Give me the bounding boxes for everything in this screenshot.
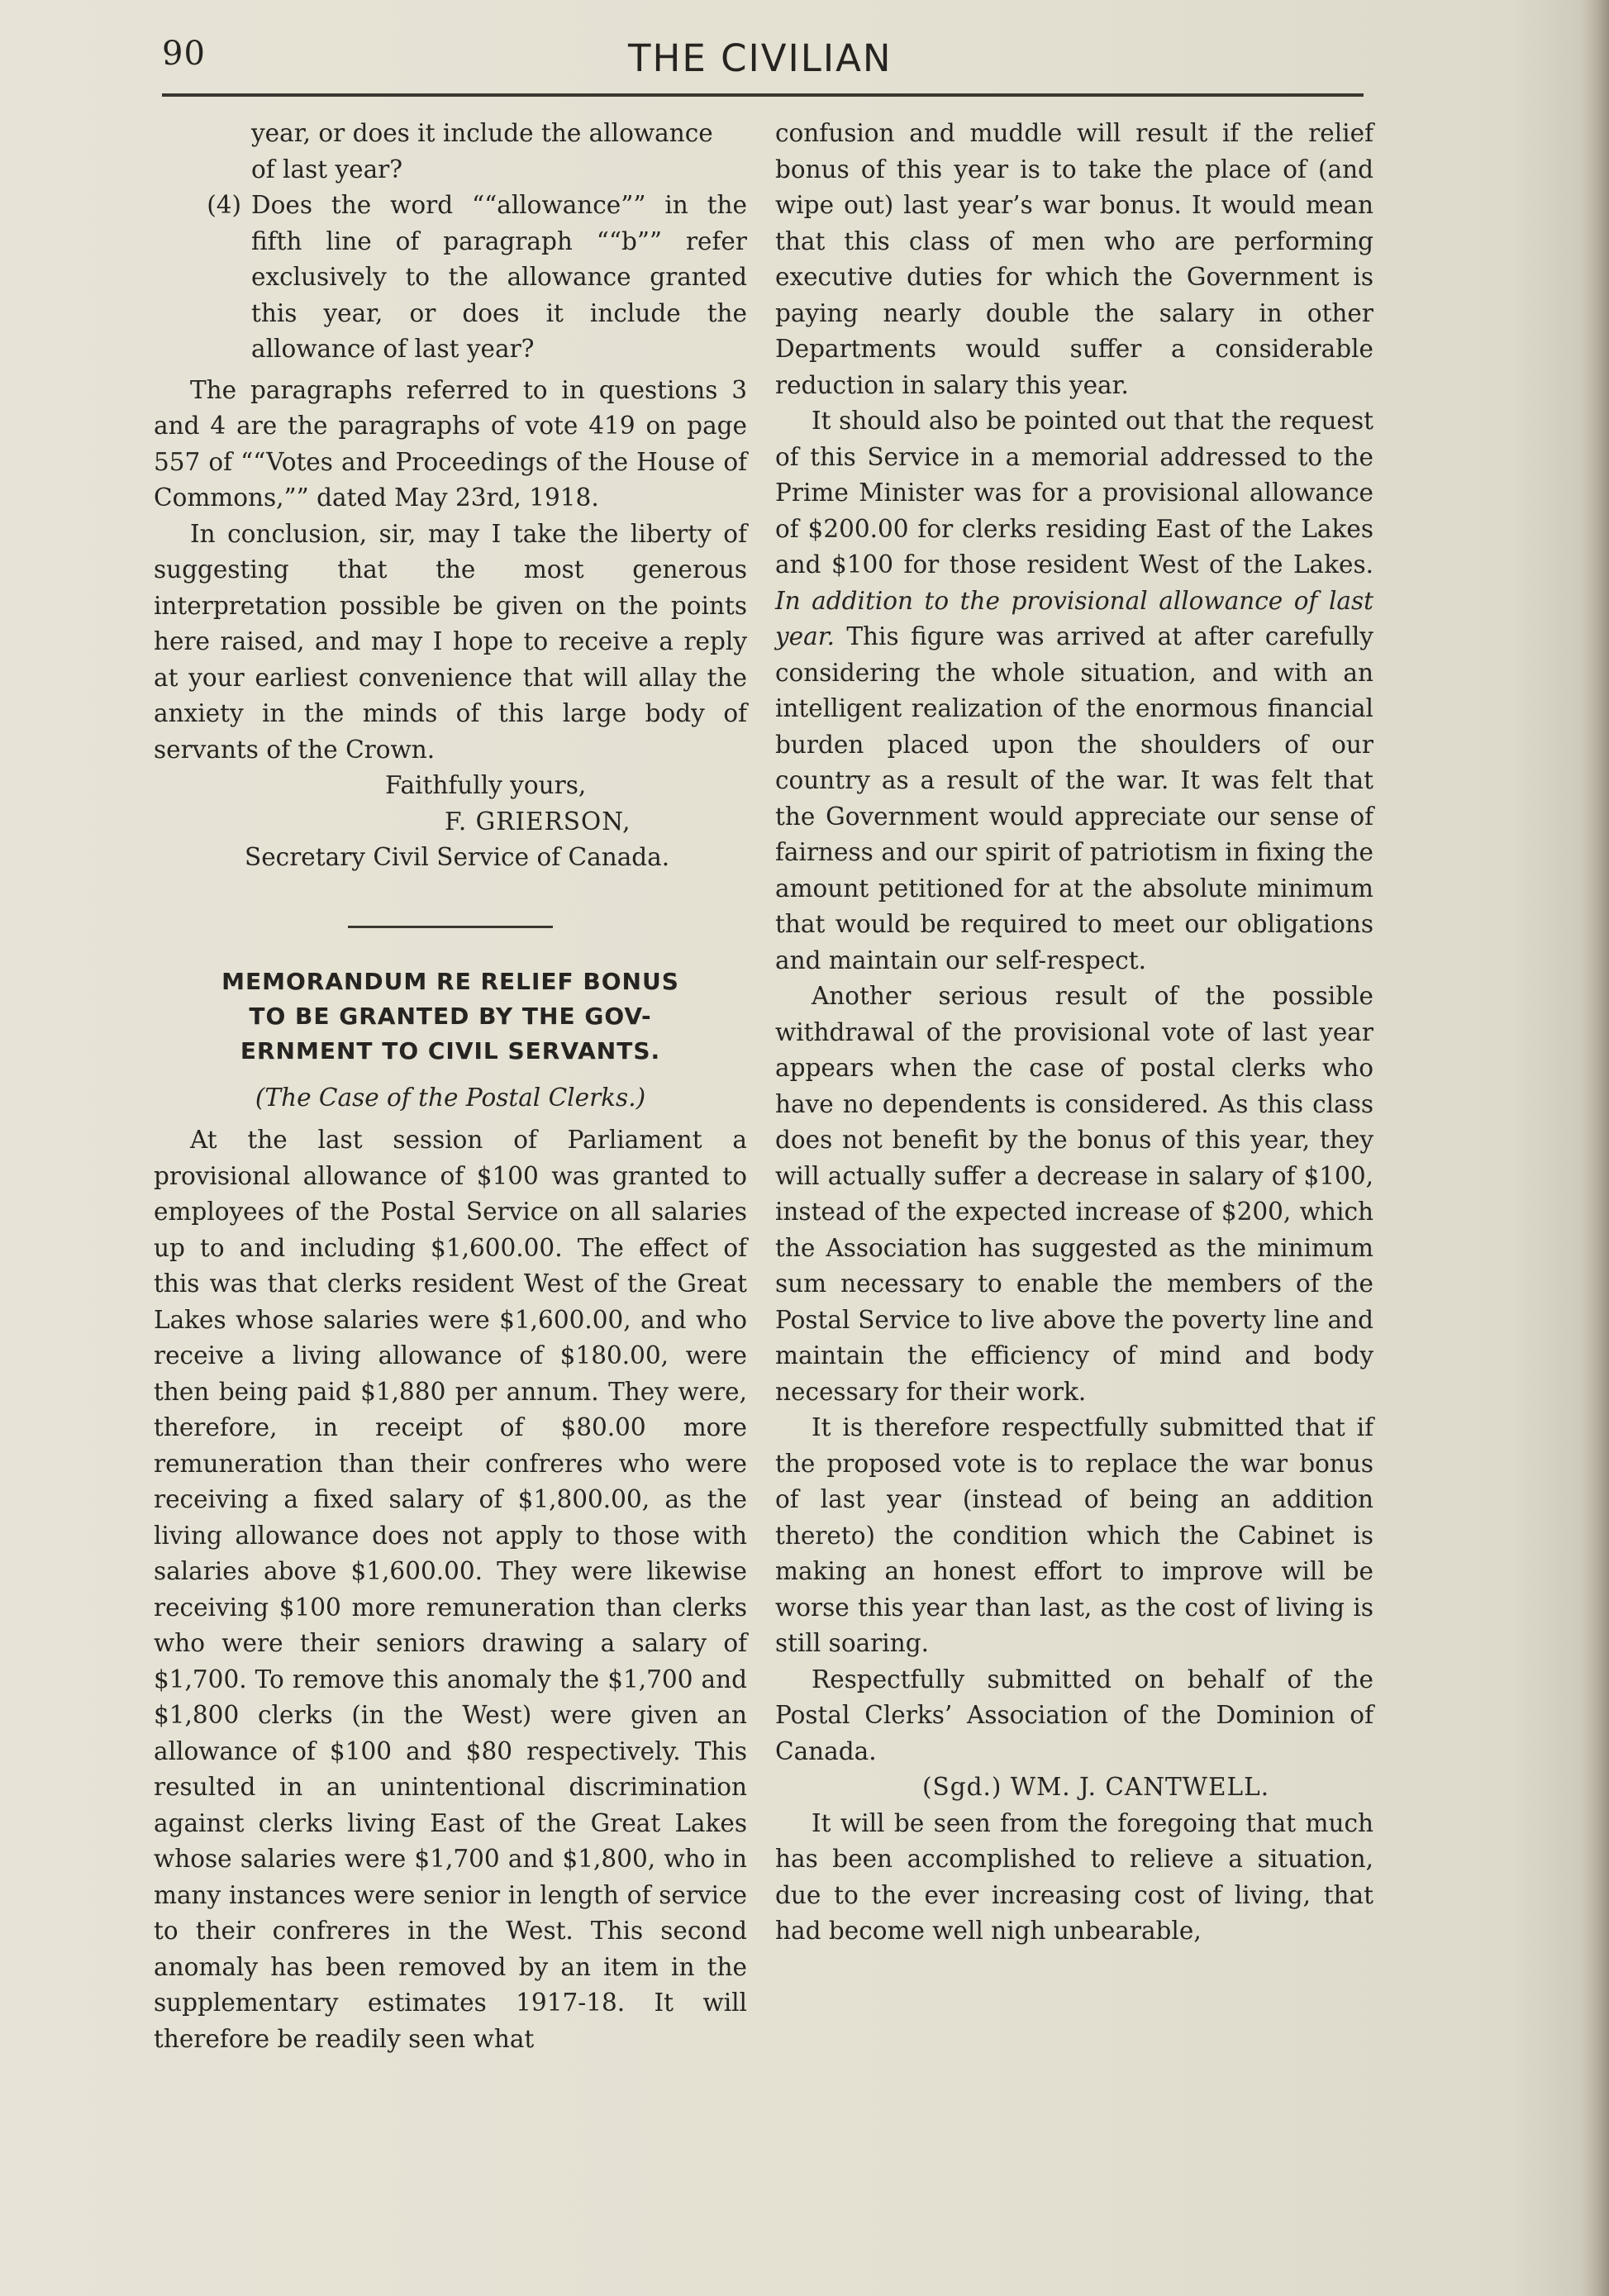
right-column <box>775 116 1373 1950</box>
question-4-number: (4) <box>207 191 241 219</box>
memo-paragraph-behalf: Respectfully submitted on behalf of the Postal Clerks’ Association of the Dominion of Canada. <box>775 1665 1373 1765</box>
memo-subtitle: (The Case of the Postal Clerks.) <box>255 1083 646 1112</box>
memo-signature: (Sgd.) WM. J. CANTWELL. <box>922 1773 1270 1801</box>
page-spine-shadow <box>1581 0 1609 2296</box>
memo-paragraph-1: At the last session of Parliament a provisional allowance of $100 was granted to employees of the Postal Service on all salaries up to and including $1,600.00. The effect of this was that clerks resident West of the Great Lakes whose salaries were $1,600.00, and who receive a living allowance of $180.00, were then being paid $1,880 per annum. They were, therefore, in receipt of $80.00 more remuneration than their confreres who were receiving a fixed salary of $1,800.00, as the living allowance does not apply to those with salaries above $1,600.00. They were likewise receiving $100 more remuneration than clerks who were their seniors drawing a salary of $1,700. To remove this anomaly the $1,700 and $1,800 clerks (in the West) were given an allowance of $100 and $80 respectively. This resulted in an unintentional discrimination against clerks living East of the Great Lakes whose salaries were $1,700 and $1,800, who in many instances were senior in length of service to their confreres in the West. This second anomaly has been removed by an item in the supplementary estimates 1917-18. It will therefore be readily seen what <box>154 1126 747 2053</box>
question-3-line-1: year, or does it include the allowance <box>251 119 713 147</box>
question-3-continued <box>154 116 747 188</box>
memo-paragraph-continued: confusion and muddle will result if the relief bonus of this year is to take the place of (and wipe out) last year’s war bonus. It would mean that this class of men who are performing executive duties for which the Government is paying nearly double the salary in other Departments would suffer a considerable reduction in salary this year. <box>775 119 1373 399</box>
section-divider <box>348 926 553 928</box>
paragraph-conclusion: In conclusion, sir, may I take the liberty of suggesting that the most generous interpretation possible be given on the points here raised, and may I hope to receive a reply at your earliest convenience that will allay the anxiety in the minds of this large body of servants of the Crown. <box>154 519 747 764</box>
closing-paragraph: It will be seen from the foregoing that much has been accomplished to relieve a situation, due to the ever increasing cost of living, that had become well nigh unbearable, <box>775 1808 1373 1945</box>
memo-title-line-2: TO BE GRANTED BY THE GOV- <box>249 1002 652 1030</box>
page-number: 90 <box>162 35 206 73</box>
request-text-italic: In addition to the provisional allowance of last year. <box>775 586 1373 650</box>
memo-title-line-1: MEMORANDUM RE RELIEF BONUS <box>221 967 679 995</box>
request-text-a: It should also be pointed out that the request of this Service in a memorial addressed to the Prime Minister was for a provisional allowance of $200.00 for clerks residing East of the Lakes and $100 for those resident West of the Lakes. <box>775 407 1373 579</box>
memo-title <box>154 965 747 1069</box>
memo-paragraph-submission: It is therefore respectfully submitted that if the proposed vote is to replace the war bonus of last year (instead of being an addition thereto) the condition which the Cabinet is making an honest effort to improve will be worse this year than last, as the cost of living is still soaring. <box>775 1413 1373 1657</box>
memo-paragraph-request <box>775 403 1373 979</box>
letter-closing: Faithfully yours, <box>385 771 587 799</box>
request-text-b: This figure was arrived at after carefully considering the whole situation, and with an intelligent realization of the enormous financial burden placed upon the shoulders of our country as a result of the war. It was felt that the Government would appreciate our sense of fairness and our spirit of patriotism in fixing the amount petitioned for at the absolute minimum that would be required to meet our obligations and maintain our self-respect. <box>775 622 1373 974</box>
memo-paragraph-dependents: Another serious result of the possible withdrawal of the provisional vote of last year appears when the case of postal clerks who have no dependents is considered. As this class does not benefit by the bonus of this year, they will actually suffer a decrease in salary of $100, instead of the expected increase of $200, which the Association has suggested as the minimum sum necessary to enable the members of the Postal Service to live above the poverty line and maintain the efficiency of mind and body necessary for their work. <box>775 982 1373 1406</box>
letter-signer: F. GRIERSON, <box>445 807 631 836</box>
paragraph-references: The paragraphs referred to in questions 3 and 4 are the paragraphs of vote 419 on page 557 of ““Votes and Proceedings of the House of Commons,”” dated May 23rd, 1918. <box>154 375 747 512</box>
running-head-title: THE CIVILIAN <box>628 36 893 80</box>
header-rule <box>162 93 1364 97</box>
question-4-text: Does the word ““allowance”” in the fifth line of paragraph ““b”” refer exclusively to the allowance granted this year, or does it include the allowance of last year? <box>251 191 747 363</box>
question-3-line-2: of last year? <box>251 155 403 183</box>
question-4 <box>154 188 747 368</box>
memo-title-line-3: ERNMENT TO CIVIL SERVANTS. <box>240 1036 661 1065</box>
letter-signer-title: Secretary Civil Service of Canada. <box>245 843 670 871</box>
left-column <box>154 116 747 2057</box>
